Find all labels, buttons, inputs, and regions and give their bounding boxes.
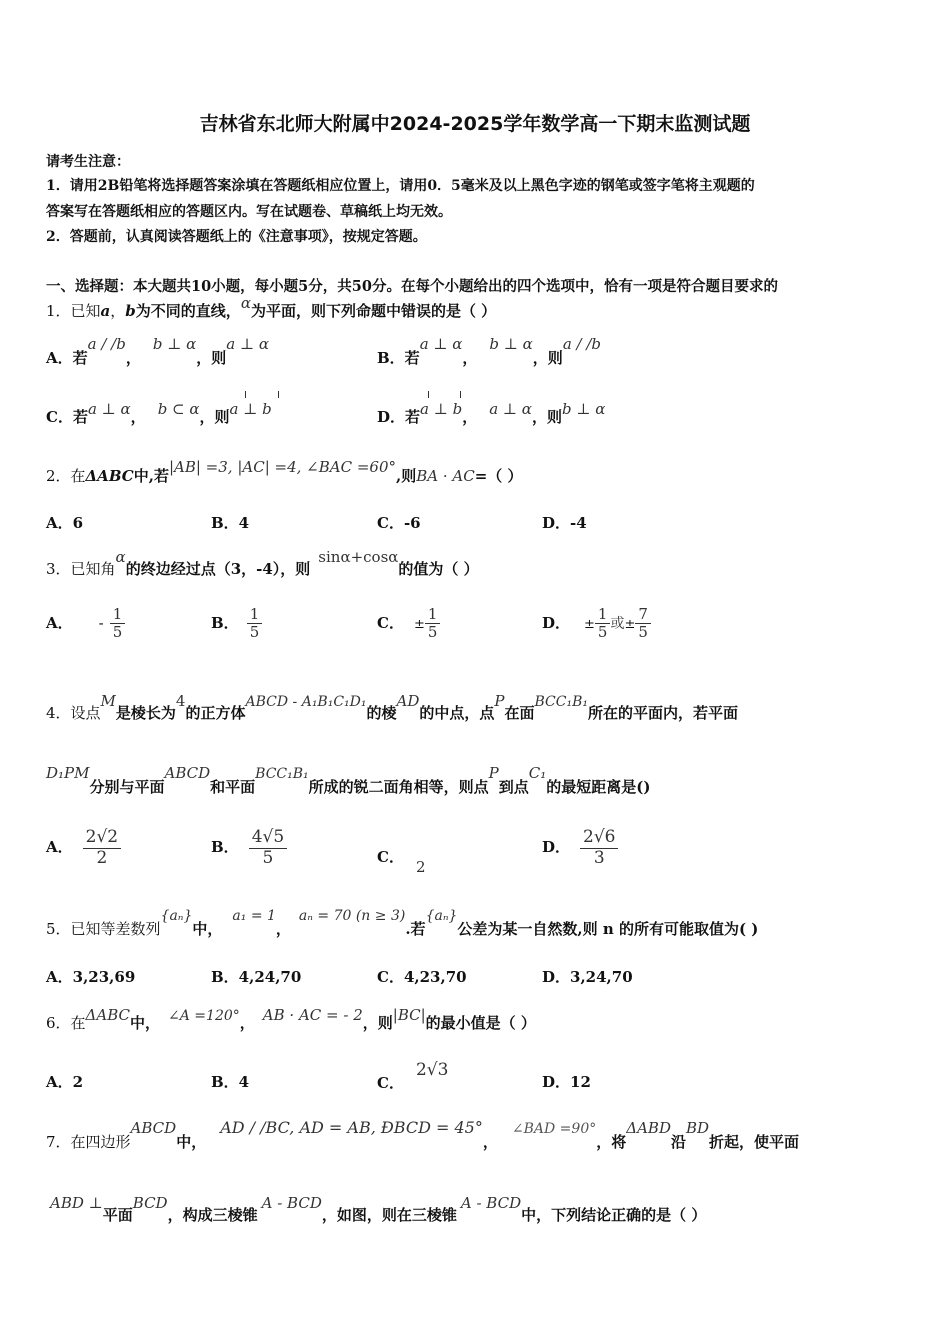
- question-4-option-b[interactable]: B． $\frac{4√5}{5}$: [211, 828, 287, 868]
- question-2-option-c[interactable]: C．-6: [377, 514, 421, 532]
- notice-heading: 请考生注意：: [46, 154, 130, 170]
- question-1-option-a[interactable]: A．若a / /b，b ⊥ α，则a ⊥ α: [46, 335, 269, 367]
- vector-arrow-mark: [278, 391, 279, 398]
- question-6-option-b[interactable]: B．4: [211, 1073, 250, 1091]
- question-7-stem: 7．在四边形ABCD中，AD / /BC, AD = AB, ÐBCD = 45°，∠BAD =90°，将ΔABD沿BD折起，使平面: [46, 1118, 800, 1151]
- question-6-option-d[interactable]: D．12: [542, 1073, 591, 1091]
- question-1-option-b[interactable]: B．若a ⊥ α，b ⊥ α，则a / /b: [377, 335, 602, 367]
- question-6-stem: 6．在ΔABC中， ∠A =120°， AB · AC = - 2，则|BC|的最小值是（ ）: [46, 1006, 536, 1032]
- question-4-stem-line-2: D₁PM分别与平面ABCD和平面BCC₁B₁所成的锐二面角相等，则点P到点C₁的最短距离是(): [46, 764, 651, 796]
- question-1-option-c[interactable]: C．若a ⊥ α， b ⊂ α，则a ⊥ b: [46, 400, 272, 426]
- question-3-stem: 3．已知角α的终边经过点（3，-4），则sinα+cosα的值为（ ）: [46, 548, 479, 578]
- question-3-option-d[interactable]: D． ± $\frac{1}{5}$ 或± $\frac{7}{5}$: [542, 606, 651, 642]
- question-2-option-d[interactable]: D．-4: [542, 514, 587, 532]
- question-4-option-d[interactable]: D． $\frac{2√6}{3}$: [542, 828, 618, 868]
- question-6-option-a[interactable]: A．2: [46, 1073, 84, 1091]
- question-5-stem: 5．已知等差数列{aₙ}中，a₁ = 1，aₙ = 70 (n ≥ 3).若{aₙ}公差为某一自然数,则 n 的所有可能取值为( ): [46, 908, 759, 938]
- question-5-option-a[interactable]: A．3,23,69: [46, 968, 136, 986]
- question-4-stem: 4．设点M是棱长为4的正方体ABCD - A₁B₁C₁D₁的棱AD的中点，点P在面BCC₁B₁所在的平面内，若平面: [46, 692, 738, 722]
- question-3-option-c[interactable]: C． ± $\frac{1}{5}$: [377, 606, 440, 642]
- question-2-stem: 2．在ΔABC中,若|AB| =3, |AC| =4, ∠BAC =60°,则BA · AC=（ ）: [46, 458, 523, 485]
- question-3-option-b[interactable]: B． $\frac{1}{5}$: [211, 606, 262, 642]
- question-3-option-a[interactable]: A． - $\frac{1}{5}$: [46, 606, 125, 642]
- page-title: 吉林省东北师大附属中2024-2025学年数学高一下期末监测试题: [199, 113, 751, 135]
- question-7-stem-line-2: ABD ⊥平面BCD，构成三棱锥A - BCD，如图，则在三棱锥A - BCD中，下列结论正确的是（ ）: [50, 1194, 707, 1224]
- vector-arrow-mark: [460, 391, 461, 398]
- vector-arrow-mark: [245, 391, 246, 398]
- question-5-option-c[interactable]: C．4,23,70: [377, 968, 467, 986]
- section-heading: 一、选择题：本大题共10小题，每小题5分，共50分。在每个小题给出的四个选项中，恰有一项是符合题目要求的: [46, 278, 778, 295]
- question-5-option-b[interactable]: B．4,24,70: [211, 968, 302, 986]
- question-4-option-c[interactable]: C．2: [377, 848, 426, 876]
- vector-arrow-mark: [428, 391, 429, 398]
- notice-line-1: 1．请用2B铅笔将选择题答案涂填在答题纸相应位置上，请用0．5毫米及以上黑色字迹的钢笔或签字笔将主观题的: [46, 178, 755, 194]
- question-2-option-b[interactable]: B．4: [211, 514, 250, 532]
- question-6-option-c[interactable]: C．2√3: [377, 1060, 449, 1092]
- question-1-option-d[interactable]: D．若a ⊥ b， a ⊥ α，则b ⊥ α: [377, 400, 606, 426]
- notice-line-2: 2．答题前，认真阅读答题纸上的《注意事项》，按规定答题。: [46, 229, 427, 245]
- notice-line-1b: 答案写在答题纸相应的答题区内。写在试题卷、草稿纸上均无效。: [46, 204, 452, 220]
- question-5-option-d[interactable]: D．3,24,70: [542, 968, 633, 986]
- question-1-stem: 1．已知a，b为不同的直线，α为平面，则下列命题中错误的是（ ）: [46, 294, 497, 320]
- question-4-option-a[interactable]: A． $\frac{2√2}{2}$: [46, 828, 121, 868]
- question-2-option-a[interactable]: A．6: [46, 514, 84, 532]
